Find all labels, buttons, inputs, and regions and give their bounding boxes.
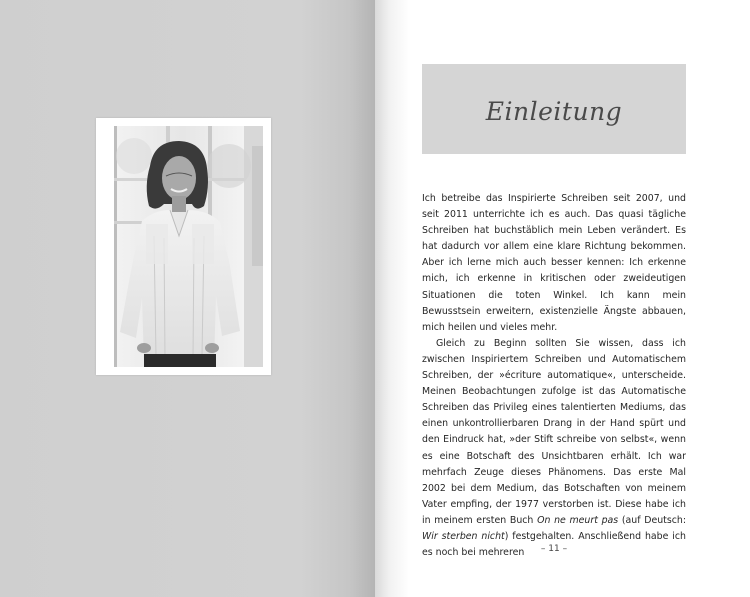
paragraph-2-part-a: Gleich zu Beginn sollten Sie wissen, dass ich zwischen Inspiriertem Schreiben und Automatischem Schreiben, der »écriture automatique«, unterscheide. Meinen Beobachtungen zufolge ist das Automatische Schreiben das Privileg eines talentierten Mediums, das einen unkontrollierbaren Drang in der Hand spürt und den Eindruck hat, »der Stift schreibe von selbst«, wenn es eine Botschaft des Unsichtbaren erhält. Ich war mehrfach Zeuge dieses Phänomens. Das erste Mal 2002 bei dem Medium, das Botschaften von meinem Vater empfing, der 1977 verstorben ist. Diese habe ich in meinem ersten Buch: [422, 337, 686, 526]
paragraph-2-part-c: ) festgehalten. Anschließend habe ich es noch bei mehreren: [422, 530, 686, 559]
paragraph-1: Ich betreibe das Inspirierte Schreiben seit 2007, und seit 2011 unterrichte ich es auch. Das quasi tägliche Schreiben hat buchstäblich mein Leben verändert. Es hat dadurch vor allem eine klare Richtung bekommen. Aber ich lerne mich auch besser kennen: Ich erkenne mich, ich erkenne in kritischen oder zweideutigen Situationen die toten Winkel. Ich kann mein Bewusstsein erweitern, existenzielle Ängste abbauen, mich heilen und vieles mehr.: [422, 193, 686, 333]
body-text: [422, 191, 686, 561]
paragraph-2-part-b: (auf Deutsch:: [618, 514, 686, 526]
right-page: [375, 0, 750, 597]
book-title-german: Wir sterben nicht: [422, 530, 505, 542]
chapter-title-box: [422, 64, 686, 154]
author-photo: [96, 118, 271, 375]
book-title-french: On ne meurt pas: [537, 514, 619, 526]
page-number: – 11 –: [540, 544, 568, 554]
paragraph-2: [422, 336, 686, 561]
author-portrait-image: [104, 126, 263, 367]
chapter-title: Einleitung: [485, 96, 623, 126]
